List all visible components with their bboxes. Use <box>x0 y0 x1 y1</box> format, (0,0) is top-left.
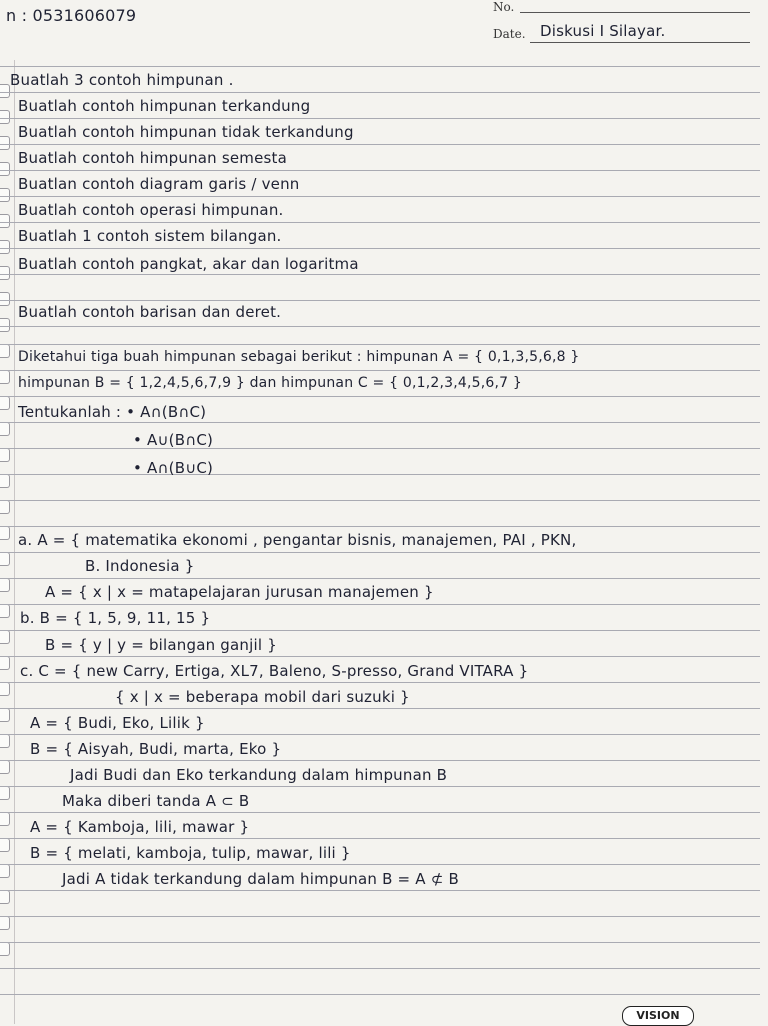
no-line <box>520 12 750 13</box>
answer-d-line-2: B = { Aisyah, Budi, marta, Eko } <box>30 740 282 758</box>
task-4: Buatlah contoh himpunan semesta <box>18 149 288 167</box>
task-2: Buatlah contoh himpunan terkandung <box>18 97 311 115</box>
problem-item-3: • A∩(B∪C) <box>133 459 214 477</box>
task-3: Buatlah contoh himpunan tidak terkandung <box>18 123 354 141</box>
task-7: Buatlah 1 contoh sistem bilangan. <box>18 227 282 245</box>
answer-c-line-1: c. C = { new Carry, Ertiga, XL7, Baleno, S-presso, Grand VITARA } <box>20 662 529 680</box>
problem-item-2: • A∪(B∩C) <box>133 431 214 449</box>
problem-determine: Tentukanlah : • A∩(B∩C) <box>18 403 207 421</box>
answer-a-line-3: A = { x | x = matapelajaran jurusan manajemen } <box>45 583 434 601</box>
brand-logo: VISION <box>622 1006 694 1026</box>
task-5: Buatlan contoh diagram garis / venn <box>18 175 300 193</box>
no-label: No. <box>493 0 515 14</box>
student-id: n : 0531606079 <box>6 6 137 25</box>
binder-holes <box>0 0 14 1024</box>
task-9: Buatlah contoh barisan dan deret. <box>18 303 282 321</box>
date-label: Date. <box>493 27 526 41</box>
answer-a-line-1: a. A = { matematika ekonomi , pengantar bisnis, manajemen, PAI , PKN, <box>18 531 577 549</box>
date-line <box>530 42 750 43</box>
answer-e-line-2: B = { melati, kamboja, tulip, mawar, lili } <box>30 844 351 862</box>
task-1: Buatlah 3 contoh himpunan . <box>10 71 234 89</box>
answer-d-line-4: Maka diberi tanda A ⊂ B <box>62 792 250 810</box>
answer-e-line-3: Jadi A tidak terkandung dalam himpunan B = A ⊄ B <box>62 870 459 888</box>
answer-b-line-1: b. B = { 1, 5, 9, 11, 15 } <box>20 609 211 627</box>
answer-e-line-1: A = { Kamboja, lili, mawar } <box>30 818 250 836</box>
task-6: Buatlah contoh operasi himpunan. <box>18 201 284 219</box>
answer-d-line-1: A = { Budi, Eko, Lilik } <box>30 714 205 732</box>
page-title: Diskusi I Silayar. <box>540 22 666 40</box>
answer-a-line-2: B. Indonesia } <box>85 557 195 575</box>
margin-line <box>14 60 15 1024</box>
answer-b-line-2: B = { y | y = bilangan ganjil } <box>45 636 277 654</box>
task-8: Buatlah contoh pangkat, akar dan logaritma <box>18 255 359 273</box>
answer-c-line-2: { x | x = beberapa mobil dari suzuki } <box>115 688 410 706</box>
answer-d-line-3: Jadi Budi dan Eko terkandung dalam himpunan B <box>70 766 448 784</box>
problem-line-1: Diketahui tiga buah himpunan sebagai berikut : himpunan A = { 0,1,3,5,6,8 } <box>18 349 580 365</box>
problem-line-2: himpunan B = { 1,2,4,5,6,7,9 } dan himpunan C = { 0,1,2,3,4,5,6,7 } <box>18 375 523 391</box>
